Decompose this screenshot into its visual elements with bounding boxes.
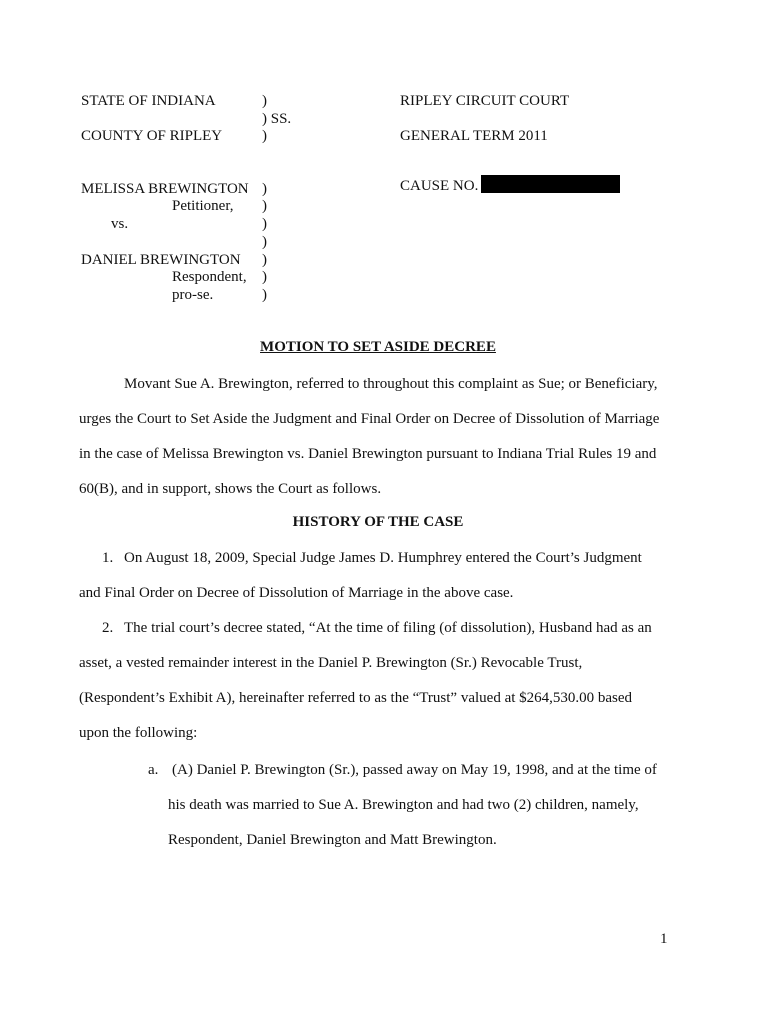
caption-paren: ) bbox=[262, 128, 267, 144]
petitioner-role: Petitioner, bbox=[172, 198, 234, 214]
intro-line: in the case of Melissa Brewington vs. Daniel Brewington pursuant to Indiana Trial Rules 19 and bbox=[79, 446, 657, 462]
respondent-role: Respondent, bbox=[172, 269, 247, 285]
redaction-bar bbox=[481, 175, 620, 193]
respondent-name: DANIEL BREWINGTON bbox=[81, 252, 241, 268]
court-name: RIPLEY CIRCUIT COURT bbox=[400, 93, 570, 109]
caption-ss: ) SS. bbox=[262, 111, 292, 127]
court-term: GENERAL TERM 2011 bbox=[400, 128, 548, 144]
caption-county: COUNTY OF RIPLEY bbox=[81, 128, 223, 144]
party-paren: ) bbox=[262, 234, 267, 250]
caption-state: STATE OF INDIANA bbox=[81, 93, 216, 109]
item-line: upon the following: bbox=[79, 725, 198, 741]
item-line: On August 18, 2009, Special Judge James D. Humphrey entered the Court’s Judgment bbox=[124, 550, 642, 566]
petitioner-name: MELISSA BREWINGTON bbox=[81, 181, 249, 197]
versus-label: vs. bbox=[111, 216, 129, 232]
item-number: 1. bbox=[102, 550, 114, 566]
party-paren: ) bbox=[262, 216, 267, 232]
item-line: (Respondent’s Exhibit A), hereinafter referred to as the “Trust” valued at $264,530.00 based bbox=[79, 690, 633, 706]
page-number: 1 bbox=[660, 931, 668, 947]
respondent-status: pro-se. bbox=[172, 287, 214, 303]
item-line: asset, a vested remainder interest in the Daniel P. Brewington (Sr.) Revocable Trust, bbox=[79, 655, 583, 671]
party-paren: ) bbox=[262, 287, 267, 303]
intro-line: Movant Sue A. Brewington, referred to throughout this complaint as Sue; or Beneficiary, bbox=[124, 376, 658, 392]
item-number: 2. bbox=[102, 620, 114, 636]
item-line: and Final Order on Decree of Dissolution of Marriage in the above case. bbox=[79, 585, 514, 601]
cause-number-label: CAUSE NO. bbox=[400, 178, 479, 194]
sub-item-line: his death was married to Sue A. Brewington and had two (2) children, namely, bbox=[168, 797, 639, 813]
party-paren: ) bbox=[262, 198, 267, 214]
sub-item-label: a. bbox=[148, 762, 159, 778]
party-paren: ) bbox=[262, 269, 267, 285]
party-paren: ) bbox=[262, 252, 267, 268]
sub-item-line: (A) Daniel P. Brewington (Sr.), passed away on May 19, 1998, and at the time of bbox=[172, 762, 657, 778]
sub-item-line: Respondent, Daniel Brewington and Matt Brewington. bbox=[168, 832, 497, 848]
intro-line: 60(B), and in support, shows the Court as follows. bbox=[79, 481, 382, 497]
document-title: MOTION TO SET ASIDE DECREE bbox=[260, 339, 496, 355]
party-paren: ) bbox=[262, 181, 267, 197]
item-line: The trial court’s decree stated, “At the time of filing (of dissolution), Husband had as an bbox=[124, 620, 652, 636]
intro-line: urges the Court to Set Aside the Judgment and Final Order on Decree of Dissolution of Marriage bbox=[79, 411, 660, 427]
caption-paren: ) bbox=[262, 93, 267, 109]
section-heading: HISTORY OF THE CASE bbox=[292, 514, 464, 530]
